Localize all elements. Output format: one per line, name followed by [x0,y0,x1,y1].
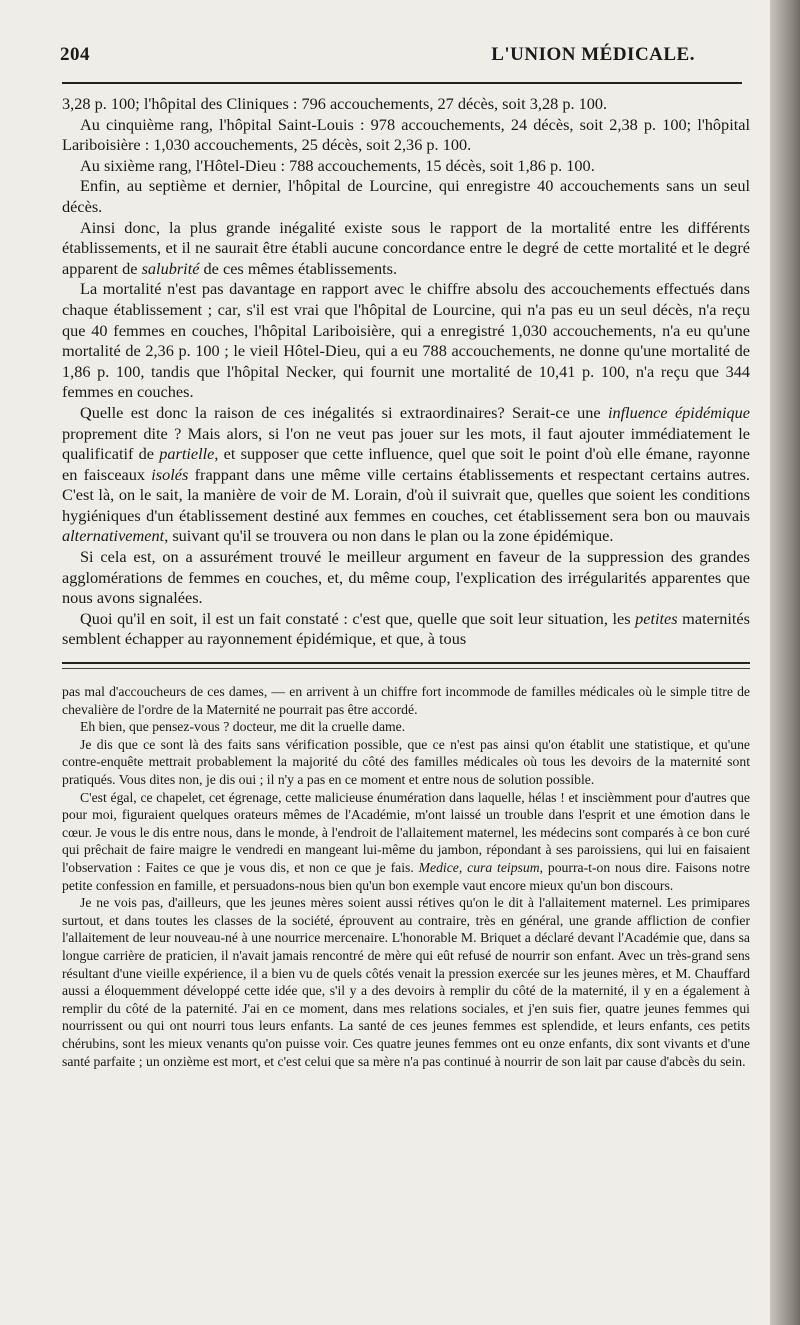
paragraph: Je dis que ce sont là des faits sans vérification possible, que ce n'est pas ainsi qu'on établit une statistique, et qu'une contre-enquête mettrait probablement la majorité du côté des familles médicales où tous les devoirs de la maternité sont pratiqués. Vous dites non, je dis oui ; il n'y a pas en ce moment et entre nous de solution possible. [62,736,750,787]
running-header [60,44,750,66]
paragraph: Au sixième rang, l'Hôtel-Dieu : 788 accouchements, 15 décès, soit 1,86 p. 100. [80,155,595,175]
paragraph: pas mal d'accoucheurs de ces dames, — en arrivent à un chiffre fort incommode de familles médicales où le simple titre de chevalière de l'ordre de la Maternité ne pourrait pas être accordé. [62,684,750,717]
paragraph: Si cela est, on a assurément trouvé le meilleur argument en faveur de la suppression des grandes agglomérations de femmes en couches, et, du même coup, l'explication des irrégularités apparentes que nous avons signalées. [62,547,750,608]
italic-term: alternativement [62,526,165,546]
paragraph: Enfin, au septième et dernier, l'hôpital de Lourcine, qui enregistre 40 accouchements sans un seul décès. [62,176,750,216]
main-article [62,94,750,650]
paragraph: Quelle est donc la raison de ces inégalités si extraordinaires? Serait-ce une influence épidémique proprement dite ? Mais alors, si l'on ne veut pas jouer sur les mots, il faut ajouter immédiatement le qualificatif de partielle, et supposer que cette influence, quel que soit le point d'où elle émane, rayonne en faisceaux isolés frappant dans une même ville certains établissements et respectant certains autres. C'est là, on le sait, la manière de voir de M. Lorain, d'où il suivrait que, quelles que soient les conditions hygiéniques d'un établissement destiné aux femmes en couches, cet établissement sera bon ou mauvais alternativement, suivant qu'il se trouvera ou non dans le plan ou la zone épidémique. [62,402,750,546]
paragraph: Je ne vois pas, d'ailleurs, que les jeunes mères soient aussi rétives qu'on le dit à l'allaitement maternel. Les primipares surtout, et dans toutes les classes de la société, éprouvent au contraire, très en général, une grande affliction de confier l'allaitement de leur nouveau-né à une nourrice mercenaire. L'honorable M. Briquet a déclaré devant l'Académie que, dans sa longue carrière de praticien, il n'avait jamais rencontré de mère qui eût refusé de nourrir son enfant. Avec un très-grand sens résultant d'une vieille expérience, il a bien vu de quels côtés venait la pression exercée sur les jeunes mères, et M. Chauffard aussi a éloquemment développé cette idée que, s'il y a des devoirs à remplir du côté de la maternité, il y en a également à remplir du côté de la paternité. J'ai en ce moment, dans mes relations sociales, et j'en suis fier, quatre jeunes femmes qui nourrissent ou qui ont nourri tous leurs enfants. La santé de ces jeunes femmes est splendide, et leurs enfants, ces petits chérubins, sont les mieux venants qu'on puisse voir. Ces quatre jeunes femmes ont eu onze enfants, dix sont vivants et d'une santé parfaite ; un onzième est mort, et c'est celui que sa mère n'a pas continué à nourrir de son lait par cause d'abcès du sein. [62,895,750,1069]
italic-term: salubrité [141,258,200,278]
paragraph: Quoi qu'il en soit, il est un fait constaté : c'est que, quelle que soit leur situation, les petites maternités semblent échapper au rayonnement épidémique, et que, à tous [62,608,750,649]
paragraph: C'est égal, ce chapelet, cet égrenage, cette malicieuse énumération dans laquelle, hélas ! et inscièmment pour d'autres que pour moi, figuraient quelques orateurs mêmes de l'Académie, m'ont laissé un trouble dans l'esprit et une émotion dans le cœur. Je vous le dis entre nous, dans le monde, à l'endroit de l'allaitement maternel, les médecins sont comparés à ce bon curé qui prêchait de faire maigre le vendredi en mangeant lui-même du jambon, répondant à ses paroissiens, qui lui en faisaient l'observation : Faites ce que je vous dis, et non ce que je fais. Medice, cura teipsum, pourra-t-on nous dire. Faisons notre petite confession en famille, et persuadons-nous bien qu'un bon exemple vaut encore mieux qu'un bon discours. [62,789,750,893]
italic-term: Medice, cura teipsum [418,859,540,875]
italic-term: influence épidémique [607,402,750,422]
paragraph: 3,28 p. 100; l'hôpital des Cliniques : 796 accouchements, 27 décès, soit 3,28 p. 100. [62,94,608,113]
journal-title: L'UNION MÉDICALE. [491,44,695,65]
italic-term: petites [635,608,678,628]
feuilleton-separator [62,662,750,669]
feuilleton-section [62,683,750,1070]
italic-term: partielle [159,444,215,464]
header-rule [62,82,742,84]
paragraph: Au cinquième rang, l'hôpital Saint-Louis : 978 accouchements, 24 décès, soit 2,38 p. 100; l'hôpital Lariboisière : 1,030 accouchements, 25 décès, soit 2,36 p. 100. [62,114,750,155]
book-binding-edge [770,0,800,1325]
paragraph: La mortalité n'est pas davantage en rapport avec le chiffre absolu des accouchements effectués dans chaque établissement ; car, s'il est vrai que l'hôpital de Lourcine, qui n'a pas eu un seul décès, n'a reçu que 40 femmes en couches, l'hôpital Lariboisière, qui a enregistré 1,030 accouchements, n'a eu qu'une mortalité de 2,36 p. 100 ; le vieil Hôtel-Dieu, qui a eu 788 accouchements, ne donne qu'une mortalité de 1,86 p. 100, tandis que l'hôpital Necker, qui fournit une mortalité de 10,41 p. 100, n'a reçu que 344 femmes en couches. [62,279,750,402]
page-number: 204 [60,44,90,65]
paragraph: Ainsi donc, la plus grande inégalité existe sous le rapport de la mortalité entre les différents établissements, et il ne saurait être établi aucune concordance entre le degré de cette mortalité et le degré apparent de salubrité de ces mêmes établissements. [62,217,750,278]
paragraph: Eh bien, que pensez-vous ? docteur, me dit la cruelle dame. [80,719,406,735]
italic-term: isolés [151,464,189,484]
